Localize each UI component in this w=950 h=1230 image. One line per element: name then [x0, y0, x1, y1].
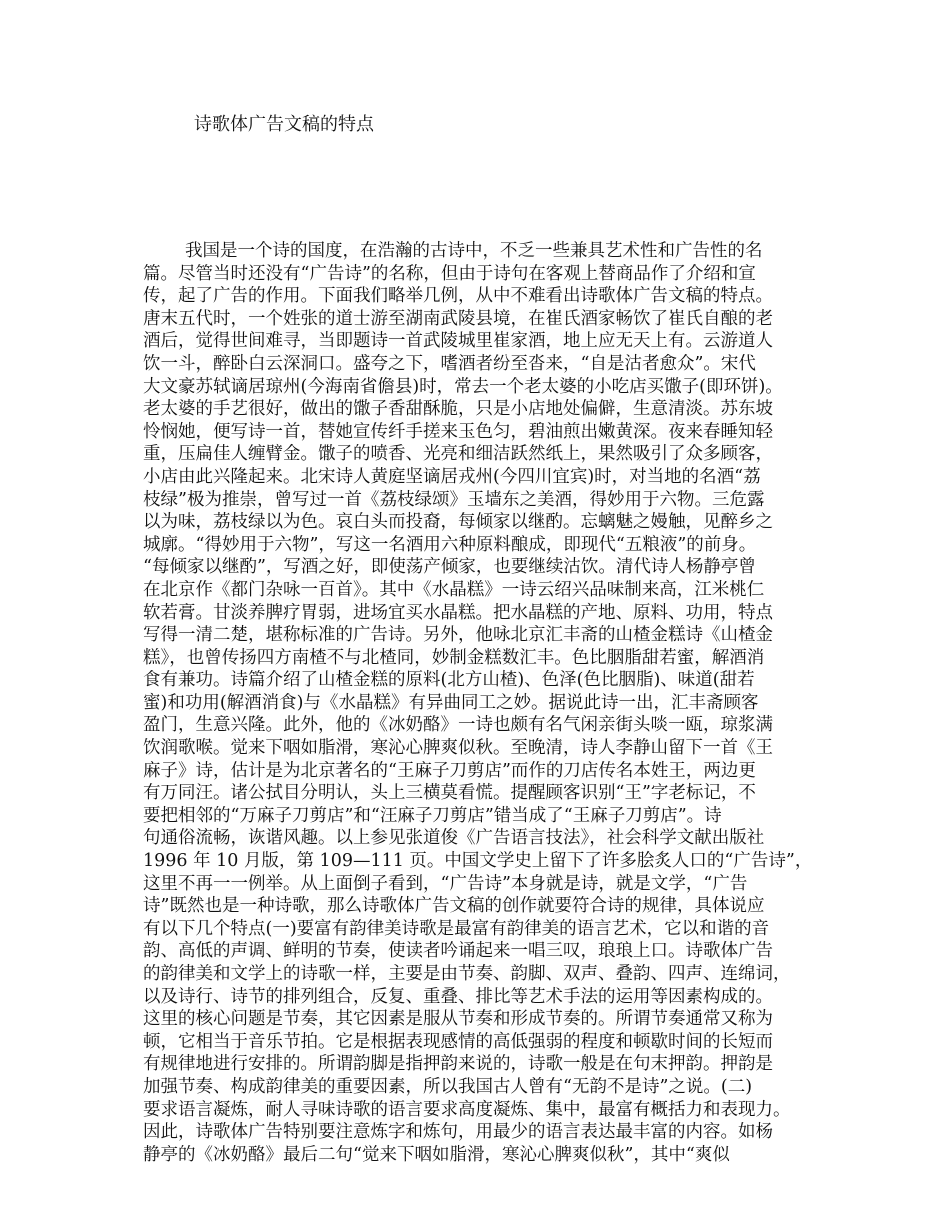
text-line: “每倾家以继酌”，写酒之好，即使荡产倾家，也要继续沽饮。清代诗人杨静亭曾 [143, 557, 756, 578]
text-line: 老太婆的手艺很好，做出的馓子香甜酥脆，只是小店地处偏僻，生意清淡。苏东坡 [143, 399, 773, 420]
text-line: 韵、高低的声调、鲜明的节奏，使读者吟诵起来一唱三叹，琅琅上口。诗歌体广告 [143, 941, 773, 962]
text-line: 唐末五代时，一个姓张的道士游至湖南武陵县境，在崔氏酒家畅饮了崔氏自酿的老 [143, 308, 773, 329]
text-line: 的韵律美和文学上的诗歌一样，主要是由节奏、韵脚、双声、叠韵、四声、连绵词， [143, 964, 791, 984]
text-line: 糕》，也曾传扬四方南楂不与北楂同，妙制金糕数汇丰。色比胭脂甜若蜜，解酒消 [143, 647, 765, 668]
text-line: 我国是一个诗的国度，在浩瀚的古诗中，不乏一些兼具艺术性和广告性的名 [185, 241, 763, 261]
text-line: 写得一清二楚，堪称标准的广告诗。另外，他咏北京汇丰斋的山楂金糕诗《山楂金 [143, 625, 773, 646]
text-line: 静亭的《冰奶酪》最后二句“觉来下咽如脂滑，寒沁心脾爽似秋”，其中“爽似 [143, 1144, 730, 1165]
text-line: 以为味，荔枝绿以为色。哀白头而投裔，每倾家以继酌。忘螭魅之嫚触，见醉乡之 [143, 512, 773, 533]
document-title: 诗歌体广告文稿的特点 [194, 114, 374, 135]
text-line: 有以下几个特点(一)要富有韵律美诗歌是最富有韵律美的语言艺术，它以和谐的音 [143, 918, 770, 939]
text-line: 以及诗行、诗节的排列组合，反复、重叠、排比等艺术手法的运用等因素构成的。 [143, 986, 773, 1007]
text-line: 食有兼功。诗篇介绍了山楂金糕的原料(北方山楂)、色泽(色比胭脂)、味道(甜若 [143, 670, 755, 691]
text-line: 怜悯她，便写诗一首，替她宣传纤手搓来玉色匀，碧油煎出嫩黄深。夜来春睡知轻 [143, 421, 773, 442]
text-line: 要把相邻的“万麻子刀剪店”和“汪麻子刀剪店”错当成了“王麻子刀剪店”。诗 [143, 805, 722, 826]
text-line: 因此，诗歌体广告特别要注意炼字和炼句，用最少的语言表达最丰富的内容。如杨 [143, 1122, 773, 1143]
text-line: 城廓。“得妙用于六物”，写这一名酒用六种原料酿成，即现代“五粮液”的前身。 [143, 534, 757, 555]
text-line: 软若膏。甘淡养脾疗胃弱，进场宜买水晶糕。把水晶糕的产地、原料、功用，特点 [143, 602, 773, 623]
text-line: 加强节奏、构成韵律美的重要因素，所以我国古人曾有“无韵不是诗”之说。(二) [143, 1076, 753, 1097]
text-line: 顿，它相当于音乐节拍。它是根据表现感情的高低强弱的程度和顿歇时间的长短而 [143, 1031, 773, 1052]
text-line: 小店由此兴隆起来。北宋诗人黄庭坚谪居戎州(今四川宜宾)时，对当地的名酒“荔 [143, 466, 761, 487]
text-line: 在北京作《都门杂咏一百首》。其中《水晶糕》一诗云绍兴品味制来高，江米桃仁 [143, 579, 765, 600]
text-line: 这里不再一一例举。从上面倒子看到，“广告诗”本身就是诗，就是文学，“广告 [143, 873, 748, 894]
text-line: 句通俗流畅，诙谐风趣。以上参见张道俊《广告语言技法》，社会科学文献出版社 [143, 828, 765, 849]
text-line: 麻子》诗，估计是为北京著名的“王麻子刀剪店”而作的刀店传名本姓王，两边更 [143, 760, 756, 781]
text-line: 这里的核心问题是节奏，其它因素是服从节奏和形成节奏的。所谓节奏通常又称为 [143, 1009, 773, 1030]
text-line: 盈门，生意兴隆。此外，他的《冰奶酪》一诗也颇有名气闲亲街头啖一瓯，琼浆满 [143, 715, 773, 736]
text-line: 要求语言凝炼，耐人寻味诗歌的语言要求高度凝炼、集中，最富有概括力和表现力。 [143, 1099, 791, 1120]
text-line: 蜜)和功用(解酒消食)与《水晶糕》有异曲同工之妙。据说此诗一出，汇丰斋顾客 [143, 692, 759, 713]
text-line: 传，起了广告的作用。下面我们略举几例，从中不难看出诗歌体广告文稿的特点。 [143, 286, 773, 307]
text-line: 诗”既然也是一种诗歌，那么诗歌体广告文稿的创作就要符合诗的规律，具体说应 [143, 896, 765, 917]
text-line: 有万同汪。诸公拭目分明认，头上三横莫看慌。提醒顾客识别“王”字老标记，不 [143, 783, 756, 804]
text-line: 重，压扁佳人缠臂金。馓子的喷香、光亮和细洁跃然纸上，果然吸引了众多顾客， [143, 444, 773, 465]
text-line: 大文豪苏轼谪居琼州(今海南省儋县)时，常去一个老太婆的小吃店买馓子(即环饼)。 [143, 376, 783, 397]
text-line: 枝绿”极为推崇，曾写过一首《荔枝绿颂》玉墙东之美酒，得妙用于六物。三危露 [143, 489, 765, 510]
text-line: 1996 年 10 月版，第 109—111 页。中国文学史上留下了许多脍炙人口的“广告诗”， [143, 851, 813, 872]
text-line: 饮润歌喉。觉来下咽如脂滑，寒沁心脾爽似秋。至晚清，诗人李静山留下一首《王 [143, 738, 773, 759]
text-line: 篇。尽管当时还没有“广告诗”的名称，但由于诗句在客观上替商品作了介绍和宣 [143, 263, 756, 284]
text-line: 有规律地进行安排的。所谓韵脚是指押韵来说的，诗歌一般是在句末押韵。押韵是 [143, 1054, 773, 1075]
document-body [143, 240, 823, 1166]
text-line: 饮一斗，醉卧白云深洞口。盛夸之下，嗜酒者纷至沓来，“自是沽者愈众”。宋代 [143, 353, 756, 374]
text-line: 酒后，觉得世间难寻，当即题诗一首武陵城里崔家酒，地上应无天上有。云游道人 [143, 331, 773, 352]
